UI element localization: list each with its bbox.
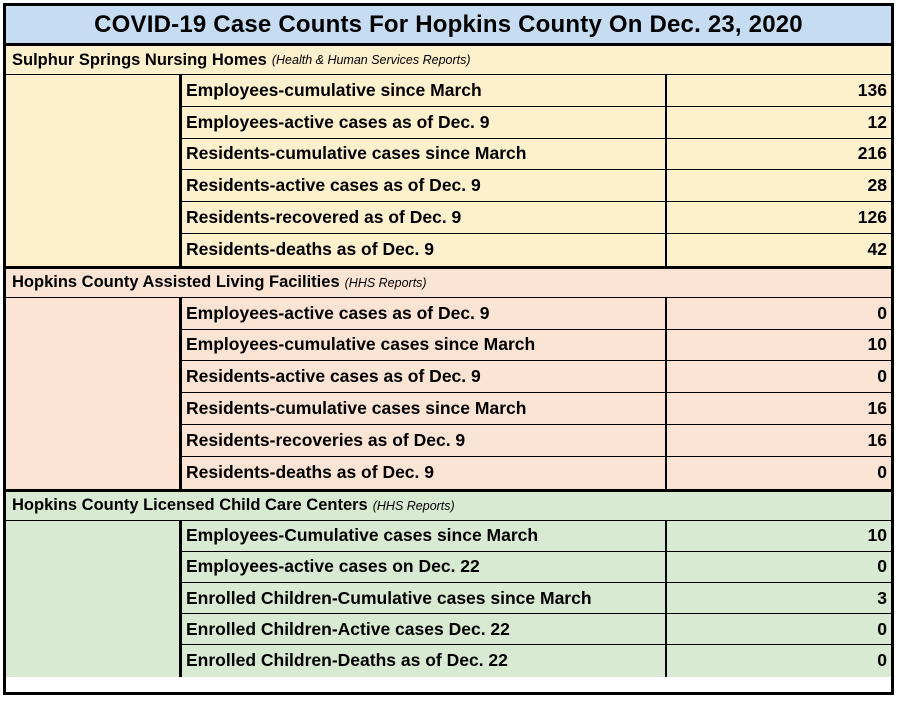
table-row xyxy=(182,614,891,645)
table-row xyxy=(182,75,891,107)
row-value: 10 xyxy=(867,525,887,546)
row-label: Residents-deaths as of Dec. 9 xyxy=(182,234,667,266)
table-row xyxy=(182,202,891,234)
row-label: Employees-active cases on Dec. 22 xyxy=(182,552,667,582)
section-note: (HHS Reports) xyxy=(372,498,455,513)
table-row xyxy=(182,234,891,266)
row-value: 12 xyxy=(867,111,887,132)
table-row xyxy=(182,107,891,139)
table-row xyxy=(182,457,891,489)
row-value: 0 xyxy=(877,302,887,323)
row-value: 3 xyxy=(877,587,887,608)
section-heading-text: Hopkins County Licensed Child Care Centers xyxy=(12,496,368,515)
row-label: Employees-active cases as of Dec. 9 xyxy=(182,107,667,138)
table-row xyxy=(182,521,891,552)
row-value: 0 xyxy=(877,618,887,639)
case-count-table xyxy=(3,3,894,695)
row-label: Residents-active cases as of Dec. 9 xyxy=(182,361,667,392)
row-label: Residents-deaths as of Dec. 9 xyxy=(182,457,667,489)
row-label: Residents-cumulative cases since March xyxy=(182,139,667,170)
section-note: (HHS Reports) xyxy=(344,275,427,290)
row-label: Employees-cumulative since March xyxy=(182,75,667,106)
row-label: Enrolled Children-Deaths as of Dec. 22 xyxy=(182,645,667,676)
section-heading xyxy=(6,269,891,298)
section-child-care xyxy=(6,492,891,677)
row-value: 42 xyxy=(867,239,887,260)
row-value: 126 xyxy=(857,207,887,228)
row-label: Residents-cumulative cases since March xyxy=(182,393,667,424)
row-label: Residents-active cases as of Dec. 9 xyxy=(182,170,667,201)
section-heading xyxy=(6,492,891,521)
table-row xyxy=(182,583,891,614)
row-value: 0 xyxy=(877,556,887,577)
row-label: Enrolled Children-Active cases Dec. 22 xyxy=(182,614,667,644)
row-value: 216 xyxy=(857,143,887,164)
indent-cell xyxy=(6,75,182,266)
table-row xyxy=(182,645,891,676)
row-value: 136 xyxy=(857,79,887,100)
row-label: Enrolled Children-Cumulative cases since March xyxy=(182,583,667,613)
table-row xyxy=(182,552,891,583)
table-row xyxy=(182,139,891,171)
table-row xyxy=(182,330,891,362)
section-heading-text: Hopkins County Assisted Living Facilities xyxy=(12,273,340,292)
table-row xyxy=(182,361,891,393)
row-label: Residents-recovered as of Dec. 9 xyxy=(182,202,667,233)
row-label: Employees-active cases as of Dec. 9 xyxy=(182,298,667,329)
table-row xyxy=(182,393,891,425)
table-row xyxy=(182,170,891,202)
row-label: Employees-cumulative cases since March xyxy=(182,330,667,361)
row-value: 0 xyxy=(877,462,887,483)
table-row xyxy=(182,425,891,457)
row-label: Employees-Cumulative cases since March xyxy=(182,521,667,551)
row-value: 0 xyxy=(877,650,887,671)
table-title: COVID-19 Case Counts For Hopkins County On Dec. 23, 2020 xyxy=(6,6,891,46)
section-nursing-homes xyxy=(6,46,891,269)
row-value: 28 xyxy=(867,175,887,196)
row-value: 16 xyxy=(867,429,887,450)
section-heading-text: Sulphur Springs Nursing Homes xyxy=(12,50,267,69)
table-row xyxy=(182,298,891,330)
row-label: Residents-recoveries as of Dec. 9 xyxy=(182,425,667,456)
row-value: 10 xyxy=(867,334,887,355)
section-heading xyxy=(6,46,891,75)
indent-cell xyxy=(6,298,182,489)
section-note: (Health & Human Services Reports) xyxy=(271,53,471,67)
row-value: 0 xyxy=(877,366,887,387)
row-value: 16 xyxy=(867,398,887,419)
indent-cell xyxy=(6,521,182,677)
section-assisted-living xyxy=(6,269,891,492)
